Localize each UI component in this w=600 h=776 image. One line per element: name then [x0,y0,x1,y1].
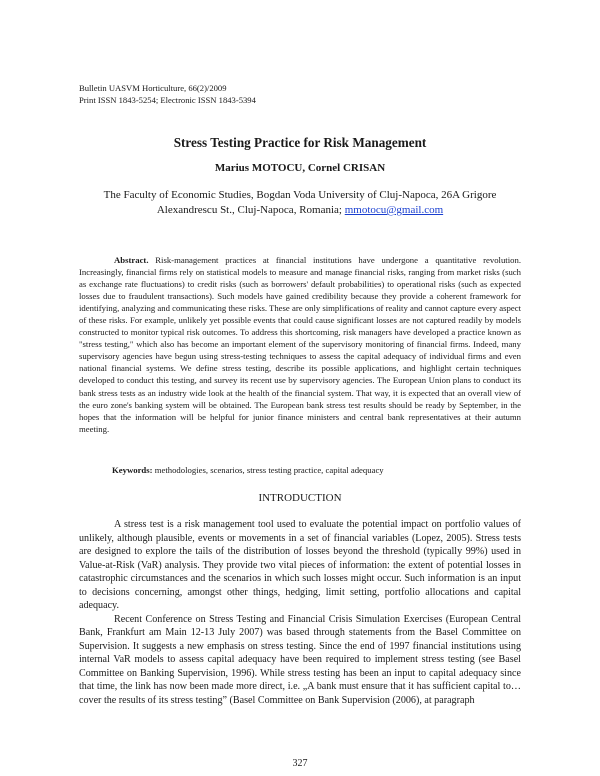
email-link[interactable]: mmotocu@gmail.com [344,204,444,216]
page-number: 327 [292,758,308,769]
journal-header [79,82,256,106]
author-1: Marius MOTOCU [214,162,303,174]
abstract-text: Risk-management practices at financial institutions have undergone a quantitative revolution. Increasingly, financial firms rely on statistical models to measure and manage financial risks, ranging from market risks (such as exchange rate fluctuations) to credit risks (such as borrowers' default probabilities) to operational risks (such as expected losses due to fraudulent transactions). Such models have gained credibility because they provide a coherent framework for identifying, analyzing and communicating these risks. These are only simplifications of reality and cannot capture every aspect of these risks. For example, unlikely yet possible events that could cause significant losses are not captured readily by models constructed to monitor typical risk outcomes. To address this shortcoming, risk managers have developed a practice known as "stress testing," which also has become an important element of the supervisory monitoring of financial firms. Indeed, many supervisory agencies have begun using stress-testing techniques to assess the capital adequacy of individual firms and even national financial systems. We define stress testing, describe its possible applications, and highlight certain techniques developed to conduct this testing, and survey its recent use by supervisory agencies. The European Union plans to conduct its bank stress tests as an industry wide look at the health of the financial system. That way, it is expected that an overall view of the euro zone's banking system will be obtained. The European bank stress test results should be ready by September, in the hopes that the information will be helpful for junior finance ministers and central bank representatives at their autumn meeting. [79,255,521,434]
section-heading: INTRODUCTION [258,492,342,504]
journal-citation: Bulletin UASVM Horticulture, 66(2)/2009 [79,83,227,93]
keywords-label: Keywords: [112,465,153,475]
affiliation [79,188,521,218]
body-paragraph-1: A stress test is a risk management tool used to evaluate the potential impact on portfolio values of unlikely, although plausible, events or movements in a set of financial variables (Lopez, 2005). Stress tests are designed to explore the tails of the distribution of losses beyond the threshold (typically 99%) used in Value-at-Risk (VaR) analysis. They provide two vital pieces of information: the extent of potential losses in catastrophic circumstances and the scenarios in which such losses might occur. Such information is an input to decisions concerning, amongst other things, hedging, limit setting, portfolio allocations and capital adequacy. [79,519,521,611]
author-2: Cornel CRISAN [307,162,386,174]
authors [0,162,600,174]
paper-title: Stress Testing Practice for Risk Management [173,135,427,150]
abstract [79,254,521,435]
abstract-label: Abstract. [114,255,149,265]
keywords [112,465,384,475]
affiliation-text: The Faculty of Economic Studies, Bogdan Voda University of Cluj-Napoca, 26A Grigore Alexandrescu St., Cluj-Napoca, Romania; [103,189,497,216]
body-text [79,518,521,707]
keywords-text: methodologies, scenarios, stress testing practice, capital adequacy [152,465,384,475]
body-paragraph-2: Recent Conference on Stress Testing and Financial Crisis Simulation Exercises (European Central Bank, Frankfurt am Main 12-13 July 2007) was based through statements from the Basel Committee on Supervision. It suggests a new emphasis on stress testing. Since the end of 1997 financial institutions using internal VaR models to assess capital adequacy have been required to implement stress testing (see Basel Committee on Banking Supervision, 1996). While stress testing has been an input to capital adequacy since that time, the link has now been made more direct, i.e. „A bank must ensure that it has sufficient capital to… cover the results of its stress testing” (Basel Committee on Bank Supervision (2006), at paragraph [79,613,521,706]
author-separator: , [302,162,308,174]
journal-issn: Print ISSN 1843-5254; Electronic ISSN 1843-5394 [79,95,256,105]
